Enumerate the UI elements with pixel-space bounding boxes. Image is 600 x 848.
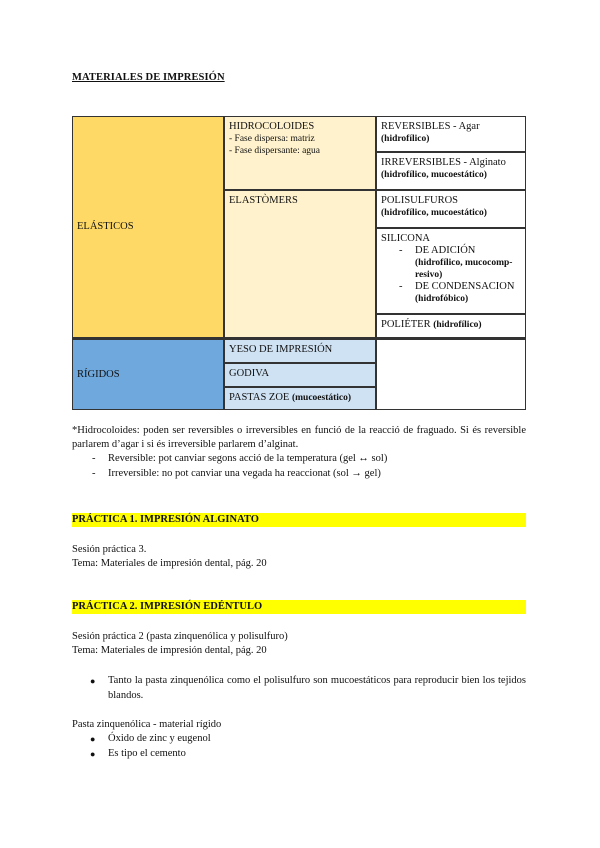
practica1-body bbox=[72, 543, 526, 571]
note-text: *Hidrocoloides: poden ser reversibles o irreversibles en funció de la reacció de fraguado. Si és reversible parlarem d’agar i si és irreversible parlarem d’alginat. bbox=[72, 425, 526, 450]
dash-marker: - bbox=[92, 467, 96, 479]
hidrocoloides-line2: - Fase dispersante: agua bbox=[229, 146, 321, 156]
polieter-note: (hidrofílico) bbox=[433, 320, 482, 330]
silicona-item bbox=[381, 245, 521, 281]
practica2-line1: Sesión práctica 2 (pasta zinquenólica y polisulfuro) bbox=[72, 631, 288, 642]
cell-elastomers bbox=[224, 190, 376, 338]
pasta-section bbox=[72, 718, 526, 761]
practica2-bullet-list bbox=[72, 674, 526, 703]
polisulfuros-note: (hidrofílico, mucoestático) bbox=[381, 208, 487, 218]
reversibles-label: REVERSIBLES - Agar bbox=[381, 121, 480, 132]
bullet-item bbox=[72, 732, 526, 747]
cell-polisulfuros bbox=[376, 190, 526, 228]
irreversibles-note: (hidrofílico, mucoestático) bbox=[381, 170, 487, 180]
hidrocoloides-label: HIDROCOLOIDES bbox=[229, 121, 315, 132]
bullet-text: Óxido de zinc y eugenol bbox=[108, 733, 211, 744]
practica2-body bbox=[72, 630, 526, 658]
bullet-marker: ● bbox=[90, 734, 96, 744]
elastomers-label: ELASTÒMERS bbox=[229, 195, 298, 206]
yeso-label: YESO DE IMPRESIÓN bbox=[229, 344, 333, 355]
note-list-item bbox=[72, 467, 526, 482]
godiva-label: GODIVA bbox=[229, 368, 270, 379]
practica1-line1: Sesión práctica 3. bbox=[72, 544, 147, 555]
bullet-marker: ● bbox=[90, 676, 96, 686]
practica2-heading: PRÁCTICA 2. IMPRESIÓN EDÉNTULO bbox=[72, 600, 526, 614]
rigidos-label: RÍGIDOS bbox=[77, 368, 120, 380]
note-list-item bbox=[72, 452, 526, 467]
cell-yeso bbox=[224, 338, 376, 363]
silicona-item bbox=[381, 281, 521, 305]
pastas-note: (mucoestático) bbox=[291, 393, 352, 403]
dash-marker: - bbox=[399, 281, 403, 292]
bullet-text: Es tipo el cemento bbox=[108, 747, 186, 759]
hidrocoloides-note bbox=[72, 424, 526, 481]
cell-silicona bbox=[376, 228, 526, 314]
pasta-subheading: Pasta zinquenólica - material rígido bbox=[72, 719, 222, 730]
silicona-item-label: DE ADICIÓN bbox=[415, 245, 476, 256]
cell-godiva bbox=[224, 363, 376, 387]
silicona-label: SILICONA bbox=[381, 233, 430, 244]
bullet-item bbox=[72, 747, 526, 762]
note-item-text: Reversible: pot canviar segons acció de la temperatura (gel ↔ sol) bbox=[108, 453, 388, 464]
pastas-label: PASTAS ZOE bbox=[229, 392, 290, 403]
note-item-text: Irreversible: no pot canviar una vegada ha reaccionat (sol → gel) bbox=[108, 467, 381, 479]
elasticos-label: ELÁSTICOS bbox=[77, 221, 134, 232]
document-title: MATERIALES DE IMPRESIÓN bbox=[72, 72, 225, 83]
dash-marker: - bbox=[92, 453, 96, 464]
silicona-item-note: (hidrofóbico) bbox=[415, 294, 469, 304]
bullet-marker: ● bbox=[90, 748, 96, 759]
silicona-item-label: DE CONDENSACION bbox=[415, 281, 515, 292]
silicona-item-note: (hidrofílico, mucocomp-resivo) bbox=[415, 258, 513, 280]
materials-table bbox=[72, 116, 526, 410]
polisulfuros-label: POLISULFUROS bbox=[381, 195, 459, 206]
bullet-text: Tanto la pasta zinquenólica como el polisulfuro son mucoestáticos para reproducir bien los tejidos blandos. bbox=[108, 675, 526, 701]
irreversibles-label: IRREVERSIBLES - Alginato bbox=[381, 157, 506, 168]
dash-marker: - bbox=[399, 245, 403, 256]
practica1-line2: Tema: Materiales de impresión dental, pág. 20 bbox=[72, 558, 267, 569]
practica2-line2: Tema: Materiales de impresión dental, pág. 20 bbox=[72, 645, 267, 656]
cell-hidrocoloides bbox=[224, 116, 376, 190]
practica1-heading: PRÁCTICA 1. IMPRESIÓN ALGINATO bbox=[72, 513, 526, 527]
cell-irreversibles bbox=[376, 152, 526, 190]
cell-elasticos bbox=[72, 116, 224, 338]
cell-empty bbox=[376, 338, 526, 410]
cell-rigidos bbox=[72, 338, 224, 410]
polieter-label: POLIÉTER bbox=[381, 319, 431, 330]
bullet-item bbox=[72, 674, 526, 703]
cell-reversibles bbox=[376, 116, 526, 152]
reversibles-note: (hidrofílico) bbox=[381, 134, 430, 144]
cell-polieter bbox=[376, 314, 526, 338]
cell-pastas-zoe bbox=[224, 387, 376, 410]
hidrocoloides-line1: - Fase dispersa: matriz bbox=[229, 134, 315, 144]
